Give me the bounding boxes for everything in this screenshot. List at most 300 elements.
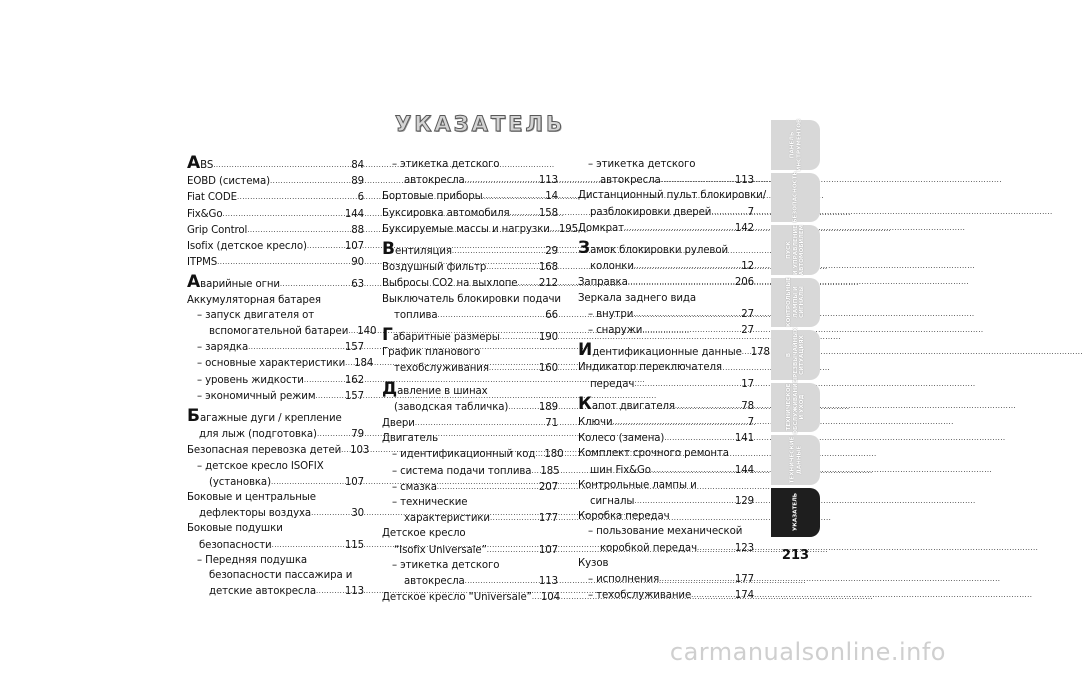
dot-leader [315, 388, 341, 404]
index-entry-text: Ключи [578, 417, 613, 429]
index-entry-page: 129 [734, 496, 754, 508]
index-entry-text: “Isofix Universale” [394, 544, 487, 556]
index-entry-text: ентиляция [394, 246, 452, 258]
index-entry-text: Кузов [578, 557, 609, 569]
section-tab-label: В ЧРЕЗВЫЧАЙНЫХ СИТУАЦИЯХ [785, 327, 805, 383]
index-entry-page: 177 [734, 574, 754, 586]
index-entry-page: 168 [538, 262, 558, 274]
dot-leader [633, 306, 738, 322]
page-title: УКАЗАТЕЛЬ [395, 112, 565, 136]
index-entry [382, 463, 558, 479]
index-entry-label [578, 393, 675, 414]
index-entry-text: – пользование механической [588, 526, 743, 538]
index-entry-label [600, 173, 661, 188]
dot-leader [316, 583, 342, 599]
index-entry-page: 17 [741, 378, 754, 390]
index-entry [187, 553, 364, 568]
index-entry [382, 205, 558, 221]
index-entry [578, 291, 754, 306]
index-entry-label [197, 389, 315, 404]
index-entry-text: Колесо (замена) [578, 433, 665, 445]
index-entry-text: сигналы [590, 496, 635, 508]
index-entry [187, 388, 364, 404]
section-tab[interactable] [771, 173, 820, 223]
index-entry [187, 426, 364, 442]
dot-leader [691, 587, 732, 603]
index-entry-text: Fix&Go [187, 208, 223, 220]
index-entry-label [588, 524, 742, 539]
index-entry [578, 478, 754, 493]
index-entry [578, 172, 754, 188]
index-entry [382, 573, 558, 589]
index-entry-label [578, 221, 624, 236]
dot-leader [271, 474, 342, 490]
index-entry-label [404, 574, 465, 589]
index-entry [187, 173, 364, 189]
index-entry-label [187, 272, 280, 293]
index-entry-label [578, 360, 722, 375]
index-entry-page: 180 [544, 449, 564, 461]
index-entry-label [382, 222, 550, 237]
index-entry-label [590, 205, 711, 220]
index-entry-text: Двигатель [382, 433, 438, 445]
index-entry-label [578, 556, 608, 571]
section-tab-label: ПАНЕЛЬ ИНСТРУМЕНТОВ [788, 118, 802, 172]
index-entry-page: 195 [558, 223, 578, 235]
index-entry [382, 415, 558, 431]
index-entry [382, 558, 558, 573]
index-entry [578, 204, 754, 220]
index-entry [382, 495, 558, 510]
index-entry [578, 258, 754, 274]
index-entry-page: 113 [734, 175, 754, 187]
index-entry [578, 556, 754, 571]
index-entry-label [197, 356, 345, 371]
index-entry-label [394, 361, 489, 376]
index-entry-text: абаритные размеры [392, 332, 500, 344]
section-tab[interactable] [771, 379, 820, 435]
index-entry-text: амок блокировки рулевой [590, 245, 728, 257]
index-entry-label [187, 443, 341, 458]
index-entry [578, 493, 754, 509]
index-entry-label [578, 188, 766, 203]
index-entry-text: – этикетка детского [392, 559, 500, 571]
index-entry-page: 30 [351, 508, 364, 520]
index-entry-page: 89 [351, 176, 364, 188]
index-entry-page: 113 [538, 175, 558, 187]
dot-leader [510, 205, 536, 221]
index-entry-page: 140 [357, 326, 377, 338]
index-entry-label [578, 275, 628, 290]
dot-leader [634, 493, 732, 509]
index-entry [382, 510, 558, 526]
dot-leader [612, 414, 744, 430]
index-entry-text: Двери [382, 418, 415, 430]
index-entry-text: – запуск двигателя от [197, 309, 315, 321]
page-number: 213 [781, 548, 810, 563]
index-entry [382, 221, 578, 237]
index-entry-text: Выключатель блокировки подачи [382, 293, 561, 305]
index-entry-page: 144 [344, 208, 364, 220]
index-entry [382, 360, 558, 376]
index-entry-page: 160 [538, 363, 558, 375]
index-column-3 [578, 157, 770, 603]
index-entry [382, 589, 561, 605]
index-entry-page: 27 [741, 325, 754, 337]
index-entry-text: Isofix (детское кресло) [187, 241, 307, 253]
index-entry-label [382, 206, 510, 221]
index-entry [578, 360, 754, 375]
dot-leader [415, 415, 542, 431]
dot-leader [237, 189, 355, 205]
index-entry-label [187, 223, 247, 238]
index-entry [187, 206, 364, 222]
dot-leader [697, 540, 732, 556]
dot-leader [500, 329, 536, 345]
index-entry-label [382, 431, 438, 446]
dot-leader [664, 430, 732, 446]
index-entry [382, 275, 558, 291]
index-entry-label [209, 475, 271, 490]
index-entry-label [392, 495, 467, 510]
index-entry-text: автокресла [404, 576, 465, 588]
dot-leader [307, 238, 342, 254]
index-entry-text: – основные характеристики [197, 358, 346, 370]
index-entry-page: 12 [741, 261, 754, 273]
index-entry-label [392, 157, 499, 172]
index-entry [187, 537, 364, 553]
index-entry-page: 207 [538, 481, 558, 493]
index-entry-page: 212 [538, 278, 558, 290]
section-tab[interactable] [771, 435, 820, 485]
index-entry-label [588, 307, 633, 322]
dot-leader [438, 307, 543, 323]
dot-leader [213, 157, 348, 173]
index-entry-text: – система подачи топлива [392, 465, 532, 477]
index-entry [578, 571, 754, 587]
index-entry-label [590, 259, 634, 274]
index-entry [578, 509, 754, 524]
index-entry [578, 188, 767, 203]
section-tab-label: УКАЗАТЕЛЬ [792, 493, 799, 532]
index-entry-page: 29 [545, 246, 558, 258]
index-entry-page: 7 [747, 206, 754, 218]
index-entry-page: 142 [734, 222, 754, 234]
index-entry-text: техобслуживания [394, 363, 489, 375]
index-entry-label [209, 584, 316, 599]
section-tab-label: ТЕХНИЧЕСКИЕ ДАННЫЕ [788, 436, 802, 484]
index-entry-text: авление в шинах [397, 385, 488, 397]
index-entry-label [209, 324, 348, 339]
index-entry [382, 239, 558, 260]
index-entry-label [382, 378, 488, 399]
dot-leader [483, 188, 543, 204]
dot-leader [486, 259, 536, 275]
index-entry [187, 406, 364, 427]
index-entry-text: Fiat CODE [187, 192, 237, 204]
index-entry-label [382, 260, 486, 275]
index-column-1 [187, 153, 377, 599]
index-entry-page: 14 [545, 191, 558, 203]
index-entry-label [392, 480, 437, 495]
dot-leader [711, 204, 744, 220]
index-letter: В [382, 239, 395, 260]
index-entry-label [590, 463, 651, 478]
index-entry [578, 446, 754, 461]
index-entry-label [187, 406, 342, 427]
index-entry-page: 79 [351, 429, 364, 441]
index-column-2 [382, 157, 578, 605]
index-entry-text: ITPMS [187, 257, 218, 269]
index-entry-text: апот двигателя [591, 400, 675, 412]
index-entry-label [382, 189, 483, 204]
index-entry [382, 172, 558, 188]
index-entry-text: вспомогательной батареи [209, 326, 349, 338]
index-entry-text: Детское кресло “Universale” [382, 592, 532, 604]
index-entry-text: Заправка [578, 277, 628, 289]
index-entry-text: детские автокресла [209, 586, 316, 598]
index-entry-text: – идентификационный код [392, 449, 536, 461]
index-entry-page: 157 [344, 390, 364, 402]
index-entry-label [209, 568, 352, 583]
index-entry-label [394, 543, 487, 558]
index-entry-page: 178 [750, 347, 770, 359]
index-entry-text: График планового [382, 347, 481, 359]
index-entry-text: для лыж (подготовка) [199, 429, 317, 441]
index-entry-text: EOBD (система) [187, 176, 271, 188]
index-entry-text: Контрольные лампы и [578, 479, 697, 491]
index-entry-text: – этикетка детского [588, 159, 696, 170]
dot-leader [487, 542, 536, 558]
index-entry-text: Дистанционный пульт блокировки/ [578, 190, 767, 202]
index-entry-text: Детское кресло [382, 528, 466, 540]
dot-leader [490, 510, 536, 526]
index-entry-text: – детское кресло ISOFIX [197, 460, 324, 472]
index-entry-text: Выбросы CO2 на выхлопе [382, 278, 518, 290]
index-entry [382, 542, 558, 558]
index-entry-text: безопасности [199, 539, 272, 551]
section-tab-label: КОНТРОЛЬНЫЕ ЛАМПЫ И СИГНАЛЫ [785, 277, 805, 328]
index-entry-page: 107 [344, 241, 364, 253]
index-entry [187, 272, 364, 293]
index-entry-text: Безопасная перевозка детей [187, 445, 342, 457]
index-entry [578, 306, 754, 322]
dot-leader [675, 398, 738, 414]
dot-leader [517, 275, 535, 291]
index-entry-label [404, 511, 490, 526]
index-entry-text: – исполнения [588, 574, 660, 586]
index-entry-label [590, 494, 634, 509]
index-letter: A [187, 153, 201, 173]
section-tab-label: ТЕХНИЧЕСКОЕ ОБСЛУЖИВАНИЕ И УХОД [785, 379, 805, 435]
index-entry-page: 162 [344, 374, 364, 386]
index-entry [187, 254, 364, 270]
index-entry-label [197, 459, 324, 474]
index-entry [382, 292, 561, 307]
index-letter: Д [382, 378, 398, 399]
index-entry [187, 222, 364, 238]
index-entry-text: дефлекторы воздуха [199, 508, 312, 520]
index-entry-text: характеристики [404, 513, 490, 525]
index-entry [382, 188, 558, 204]
index-entry [187, 153, 364, 173]
index-entry-label [578, 509, 670, 524]
index-entry-text: колонки [590, 261, 634, 273]
dot-leader [272, 537, 342, 553]
index-entry-label [382, 416, 415, 431]
dot-leader [465, 573, 536, 589]
index-entry [187, 355, 374, 371]
index-entry-page: 90 [351, 257, 364, 269]
index-entry [382, 345, 558, 360]
index-entry-page: 206 [734, 277, 754, 289]
section-tab[interactable] [771, 120, 820, 170]
index-entry-page: 107 [344, 476, 364, 488]
index-entry-text: (заводская табличка) [394, 401, 509, 413]
index-entry-label [382, 590, 532, 605]
index-entry-label [392, 447, 535, 462]
index-entry-text: (установка) [209, 476, 271, 488]
section-tab[interactable] [771, 327, 820, 383]
index-entry-page: 78 [741, 400, 754, 412]
index-entry [187, 238, 364, 254]
index-entry-label [588, 157, 695, 172]
index-entry [382, 259, 558, 275]
index-entry-page: 66 [545, 309, 558, 321]
dot-leader [222, 206, 341, 222]
index-entry-label [382, 292, 561, 307]
index-entry-label [197, 553, 307, 568]
index-entry-label [578, 431, 664, 446]
index-entry [187, 339, 364, 355]
index-entry-text: – экономичный режим [197, 390, 316, 402]
index-entry-label [187, 293, 321, 308]
index-entry-label [578, 238, 728, 259]
index-entry-label [392, 464, 531, 479]
index-entry-text: – зарядка [197, 342, 249, 354]
index-entry [578, 414, 754, 430]
index-letter: И [578, 340, 593, 361]
index-entry-label [394, 400, 508, 415]
index-entry [187, 308, 364, 323]
index-entry-page: 184 [354, 358, 374, 370]
index-entry [578, 540, 754, 556]
index-entry-page: 63 [351, 279, 364, 291]
index-entry-page: 123 [734, 542, 754, 554]
index-entry [187, 459, 364, 474]
index-entry-label [187, 153, 214, 173]
index-entry-page: 144 [734, 464, 754, 476]
index-entry [578, 524, 754, 539]
index-entry [382, 479, 558, 495]
index-entry [578, 274, 754, 290]
section-tab[interactable] [771, 225, 820, 275]
index-entry-text: – Передняя подушка [197, 554, 308, 566]
index-entry-label [578, 446, 729, 461]
index-entry-page: 113 [538, 576, 558, 588]
index-entry-label [187, 207, 222, 222]
index-entry [578, 220, 754, 236]
index-entry-label [404, 173, 465, 188]
section-tab[interactable] [771, 278, 820, 328]
index-entry-text: – технические [392, 497, 468, 509]
index-entry-text: Домкрат [578, 222, 624, 234]
index-entry-label [382, 276, 517, 291]
index-entry-page: 115 [344, 539, 364, 551]
index-entry-page: 141 [734, 433, 754, 445]
index-entry-text: Коробка передач [578, 511, 670, 523]
index-entry-label [187, 190, 237, 205]
index-entry-page: 27 [741, 308, 754, 320]
index-entry-page: 84 [351, 160, 364, 171]
index-entry [382, 157, 558, 172]
index-entry-label [578, 415, 612, 430]
index-entry [578, 238, 754, 259]
index-entry-label [382, 325, 500, 346]
dot-leader [508, 399, 536, 415]
index-entry-text: BS [200, 160, 214, 171]
index-entry-label [588, 572, 659, 587]
index-entry-label [382, 345, 480, 360]
dot-leader [659, 571, 732, 587]
index-entry-text: Буксировка автомобиля [382, 207, 510, 219]
index-entry-label [588, 588, 691, 603]
index-entry-page: 190 [538, 332, 558, 344]
index-entry-label [600, 541, 697, 556]
index-entry-label [382, 526, 466, 541]
index-entry-text: шин Fix&Go [590, 464, 651, 476]
index-entry-page: 107 [538, 544, 558, 556]
index-letter: К [578, 393, 592, 414]
section-tab[interactable] [771, 488, 820, 538]
dot-leader [248, 339, 342, 355]
index-entry-text: Боковые подушки [187, 523, 283, 535]
index-entry-page: 103 [350, 445, 370, 457]
index-entry [187, 568, 364, 583]
index-entry [187, 323, 377, 339]
index-letter: А [187, 272, 201, 293]
index-entry-page: 189 [538, 401, 558, 413]
index-entry [187, 474, 364, 490]
index-entry-text: Боковые и центральные [187, 492, 316, 504]
index-entry [578, 157, 754, 172]
index-entry [187, 490, 364, 505]
index-entry [578, 322, 754, 338]
index-entry-page: 177 [538, 513, 558, 525]
index-entry-label [392, 558, 499, 573]
index-entry-page: 158 [538, 207, 558, 219]
index-entry-label [187, 255, 217, 270]
index-entry [578, 430, 754, 446]
index-entry-label [187, 521, 283, 536]
watermark: carmanualsonline.info [669, 638, 946, 666]
index-entry-label [187, 490, 316, 505]
index-entry-page: 157 [344, 342, 364, 354]
index-entry-page: 6 [357, 192, 364, 204]
index-entry-text: разблокировки дверей [590, 206, 712, 218]
index-entry-text: коробкой передач [600, 542, 697, 554]
index-entry-label [187, 174, 270, 189]
dot-leader [280, 276, 348, 292]
index-entry-text: Бортовые приборы [382, 191, 483, 203]
section-tabs [771, 120, 820, 540]
index-entry [578, 376, 754, 392]
section-tab-label: БЕЗОПАСНОСТЬ [792, 171, 799, 224]
index-letter: Г [382, 325, 393, 346]
index-entry-text: – внутри [588, 308, 634, 320]
index-entry-text: передач [590, 378, 635, 390]
index-entry-page: 7 [747, 417, 754, 429]
